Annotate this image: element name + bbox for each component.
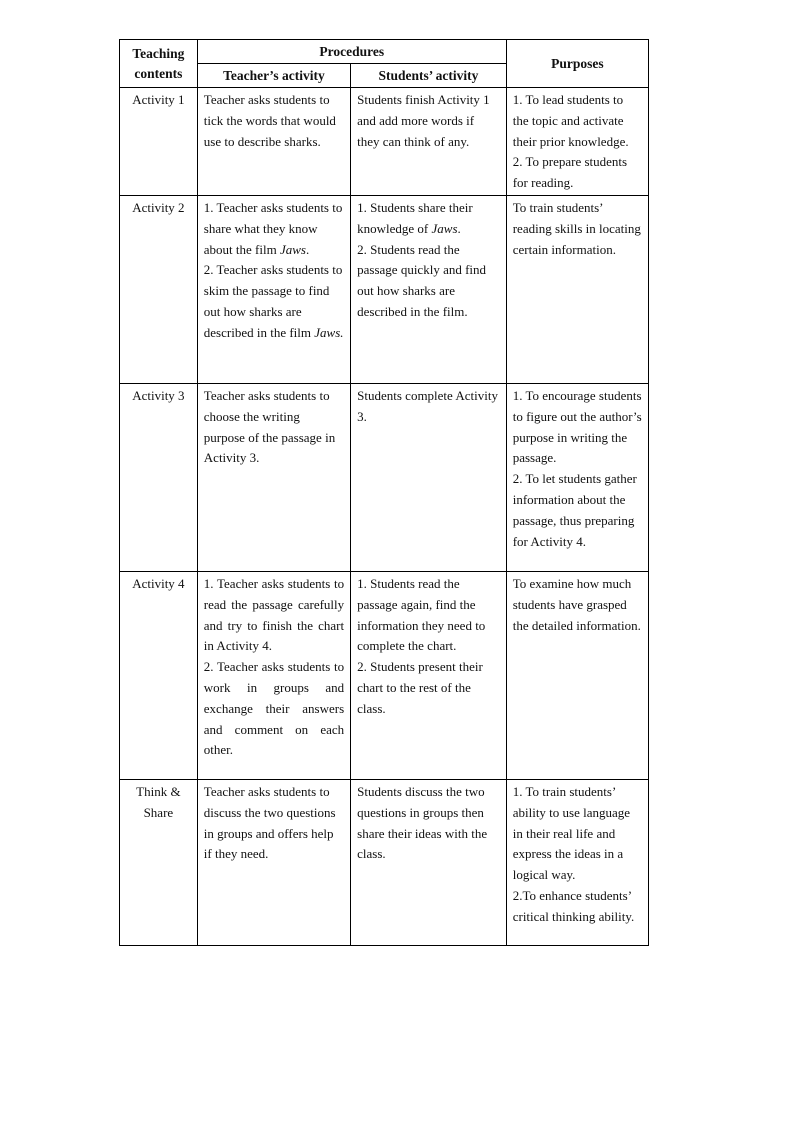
teacher-activity-cell xyxy=(197,196,350,384)
teacher-activity-text: Teacher asks students to discuss the two questions in groups and offers help if they need. xyxy=(203,784,336,862)
teacher-activity-text: Teacher asks students to tick the words that would use to describe sharks. xyxy=(203,92,336,149)
students-activity-text: Students complete Activity 3. xyxy=(357,388,498,424)
teaching-content-cell: Activity 4 xyxy=(120,572,198,780)
teacher-activity-text: 1. Teacher asks students to read the passage carefully and try to finish the chart in Activity 4. xyxy=(203,576,345,654)
table-row xyxy=(120,780,649,946)
teaching-content-cell: Activity 3 xyxy=(120,384,198,572)
students-activity-text: 2. Students present their chart to the rest of the class. xyxy=(357,659,483,716)
students-activity-text: 1. Students read the passage again, find the information they need to complete the chart. xyxy=(357,576,486,654)
header-students-activity: Students’ activity xyxy=(351,64,507,88)
purpose-item: To train students’ reading skills in locating certain information. xyxy=(512,200,641,257)
teacher-activity-cell xyxy=(197,384,350,572)
teacher-activity-cell xyxy=(197,572,350,780)
students-activity-text: Students finish Activity 1 and add more words if they can think of any. xyxy=(357,92,490,149)
students-activity-text: 1. Students share their knowledge of Jaws. xyxy=(357,200,473,236)
teacher-activity-text: Teacher asks students to choose the writing purpose of the passage in Activity 3. xyxy=(203,388,336,466)
table-row xyxy=(120,572,649,780)
purpose-item: 2.To enhance students’ critical thinking ability. xyxy=(512,887,635,924)
teaching-content-cell: Activity 1 xyxy=(120,88,198,196)
purpose-item: 2. To prepare students for reading. xyxy=(512,154,628,191)
students-activity-text: 2. Students read the passage quickly and find out how sharks are described in the film. xyxy=(357,241,487,319)
header-teaching-contents: Teaching contents xyxy=(120,40,198,88)
table-row xyxy=(120,384,649,572)
teacher-activity-text: 1. Teacher asks students to share what they know about the film Jaws. xyxy=(203,200,343,257)
teaching-procedure-table xyxy=(119,39,649,946)
header-teacher-activity: Teacher’s activity xyxy=(197,64,350,88)
purpose-item: To examine how much students have grasped the detailed information. xyxy=(512,576,641,633)
table-row xyxy=(120,88,649,196)
header-procedures: Procedures xyxy=(197,40,506,64)
purpose-cell xyxy=(506,572,648,780)
purpose-item: 1. To encourage students to figure out the author’s purpose in writing the passage. xyxy=(512,388,642,466)
students-activity-cell xyxy=(351,384,507,572)
purpose-cell xyxy=(506,88,648,196)
teacher-activity-cell xyxy=(197,88,350,196)
header-purposes: Purposes xyxy=(506,40,648,88)
purpose-item: 2. To let students gather information about the passage, thus preparing for Activity 4. xyxy=(512,471,637,549)
purpose-cell xyxy=(506,196,648,384)
students-activity-cell xyxy=(351,196,507,384)
students-activity-text: Students discuss the two questions in groups then share their ideas with the class. xyxy=(357,784,488,862)
students-activity-cell xyxy=(351,572,507,780)
purpose-cell xyxy=(506,780,648,946)
students-activity-cell xyxy=(351,88,507,196)
teacher-activity-cell xyxy=(197,780,350,946)
purpose-item: 1. To train students’ ability to use language in their real life and express the ideas in a logical way. xyxy=(512,784,631,883)
teaching-content-cell: Think & Share xyxy=(120,780,198,946)
teacher-activity-text: 2. Teacher asks students to work in groups and exchange their answers and comment on each other. xyxy=(203,659,345,758)
students-activity-cell xyxy=(351,780,507,946)
teacher-activity-text: 2. Teacher asks students to skim the passage to find out how sharks are described in the film Jaws. xyxy=(203,262,344,340)
teaching-content-cell: Activity 2 xyxy=(120,196,198,384)
purpose-item: 1. To lead students to the topic and activate their prior knowledge. xyxy=(512,92,629,149)
table-row xyxy=(120,196,649,384)
purpose-cell xyxy=(506,384,648,572)
